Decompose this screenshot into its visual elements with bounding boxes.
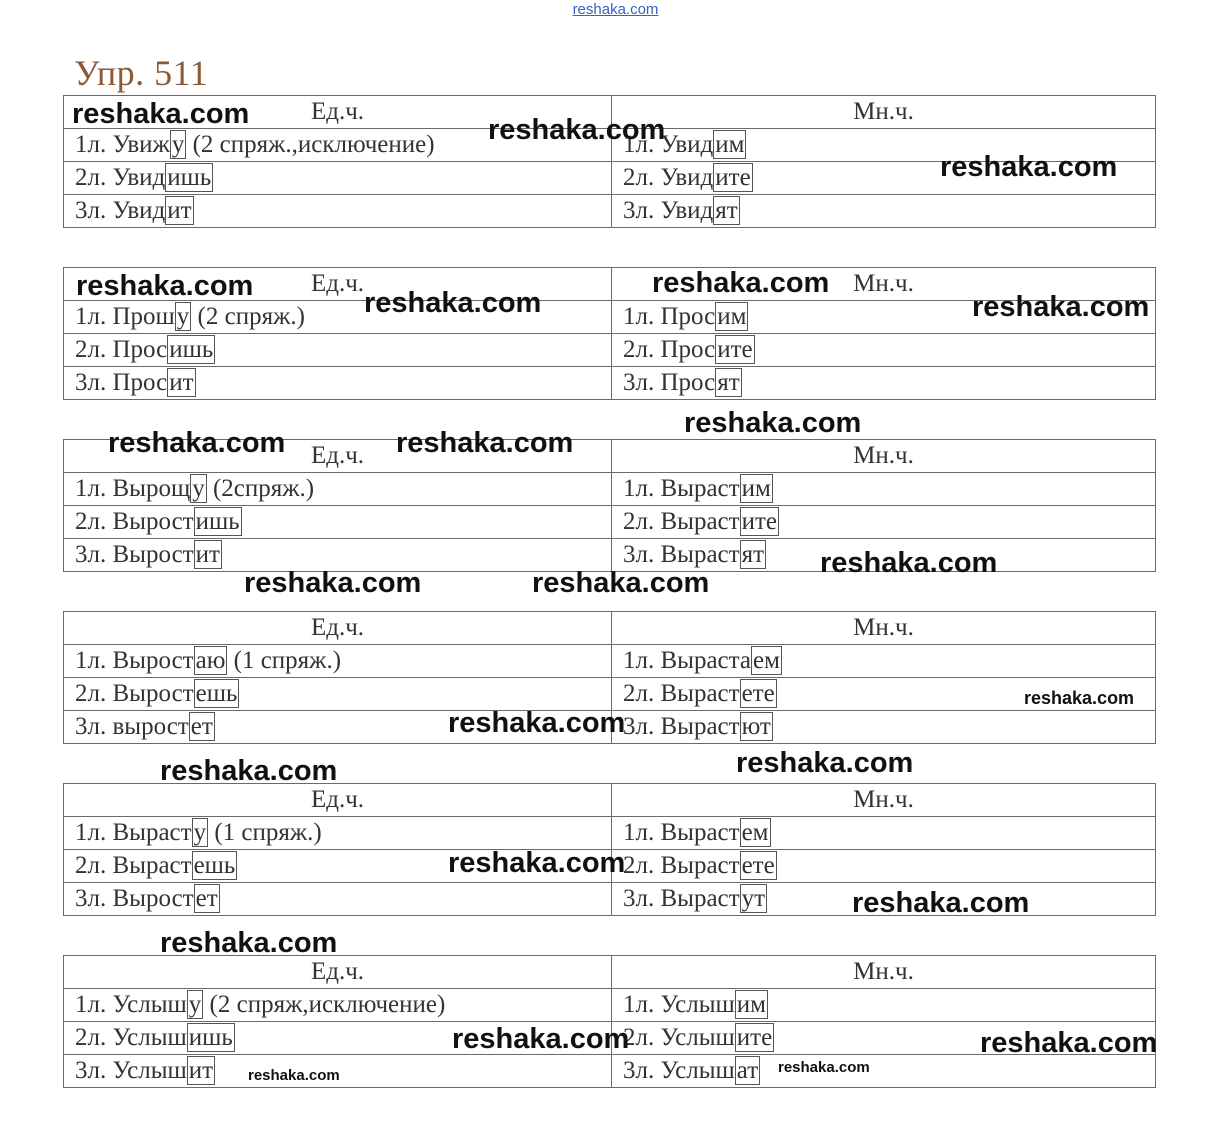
verb-stem: 1л. Прос — [623, 303, 716, 330]
verb-stem: 1л. Услыш — [623, 991, 735, 1018]
verb-stem: 1л. Выраст — [623, 475, 740, 502]
watermark-text: reshaka.com — [72, 98, 250, 130]
header-singular: Ед.ч. — [64, 268, 612, 301]
verb-stem: 3л. Прос — [623, 369, 716, 396]
ending-box: у — [188, 991, 202, 1018]
conjugation-note: (2спряж.) — [206, 475, 315, 502]
ending-box: ят — [715, 197, 738, 224]
ending-box: ем — [741, 819, 769, 846]
verb-form-cell — [64, 473, 612, 506]
watermark-text: reshaka.com — [778, 1059, 870, 1076]
ending-box: ешь — [195, 680, 238, 707]
watermark-text: reshaka.com — [972, 291, 1150, 323]
watermark-text: reshaka.com — [652, 267, 830, 299]
ending-box: ите — [717, 336, 753, 363]
watermark-text: reshaka.com — [852, 887, 1030, 919]
verb-stem: 2л. Вырост — [75, 680, 194, 707]
verb-form-cell — [612, 367, 1156, 400]
ending-box: аю — [195, 647, 226, 674]
table-row — [64, 334, 1156, 367]
ending-box: ит — [167, 197, 192, 224]
watermark-text: reshaka.com — [76, 270, 254, 302]
ending-box: им — [736, 991, 766, 1018]
site-link[interactable]: reshaka.com — [572, 1, 659, 18]
ending-box: ите — [715, 164, 751, 191]
verb-stem: 3л. Выраст — [623, 713, 740, 740]
ending-box: ите — [741, 508, 777, 535]
ending-box: у — [171, 131, 185, 158]
verb-stem: 1л. Прош — [75, 303, 175, 330]
watermark-text: reshaka.com — [532, 567, 710, 599]
verb-stem: 2л. Прос — [623, 336, 716, 363]
watermark-text: reshaka.com — [448, 707, 626, 739]
verb-stem: 3л. Услыш — [75, 1057, 187, 1084]
verb-stem: 1л. Услыш — [75, 991, 187, 1018]
ending-box: им — [717, 303, 747, 330]
header-singular: Ед.ч. — [64, 440, 612, 473]
table-row — [64, 473, 1156, 506]
verb-stem: 3л. Выраст — [623, 541, 740, 568]
ending-box: у — [193, 819, 207, 846]
ending-box: им — [741, 475, 771, 502]
table-row — [64, 367, 1156, 400]
table-row — [64, 1055, 1156, 1088]
ending-box: ешь — [193, 852, 236, 879]
ending-box: ят — [741, 541, 765, 568]
ending-box: ат — [736, 1057, 759, 1084]
verb-stem: 1л. Выраст — [623, 819, 740, 846]
header-singular: Ед.ч. — [64, 784, 612, 817]
table-row — [64, 817, 1156, 850]
header-plural: Мн.ч. — [612, 440, 1156, 473]
conjugation-note: (2 спряж.,исключение) — [186, 131, 435, 158]
verb-form-cell — [612, 817, 1156, 850]
ending-box: ят — [717, 369, 740, 396]
watermark-text: reshaka.com — [364, 287, 542, 319]
watermark-text: reshaka.com — [160, 927, 338, 959]
verb-form-cell — [612, 711, 1156, 744]
verb-stem: 3л. Увид — [623, 197, 714, 224]
ending-box: ет — [190, 713, 213, 740]
table-header-row — [64, 784, 1156, 817]
verb-form-cell — [64, 678, 612, 711]
table-header-row — [64, 956, 1156, 989]
verb-form-cell — [64, 367, 612, 400]
header-plural: Мн.ч. — [612, 612, 1156, 645]
verb-form-cell — [612, 195, 1156, 228]
verb-stem: 3л. Вырост — [75, 885, 194, 912]
ending-box: ит — [188, 1057, 214, 1084]
verb-stem: 1л. Выраста — [623, 647, 751, 674]
verb-stem: 3л. вырост — [75, 713, 189, 740]
watermark-text: reshaka.com — [980, 1027, 1158, 1059]
verb-form-cell — [64, 162, 612, 195]
verb-stem: 3л. Выраст — [623, 885, 740, 912]
watermark-text: reshaka.com — [108, 427, 286, 459]
verb-stem: 2л. Выраст — [623, 680, 740, 707]
watermark-text: reshaka.com — [160, 755, 338, 787]
watermark-text: reshaka.com — [488, 114, 666, 146]
ending-box: ит — [195, 541, 220, 568]
verb-form-cell — [64, 817, 612, 850]
conjugation-note: (1 спряж.) — [227, 647, 342, 674]
verb-form-cell — [64, 883, 612, 916]
watermark-text: reshaka.com — [448, 847, 626, 879]
header-plural: Мн.ч. — [612, 96, 1156, 129]
table-row — [64, 195, 1156, 228]
ending-box: у — [192, 475, 205, 502]
table-row — [64, 678, 1156, 711]
ending-box: ете — [741, 680, 775, 707]
verb-stem: 3л. Увид — [75, 197, 166, 224]
verb-stem: 3л. Вырост — [75, 541, 194, 568]
verb-form-cell — [612, 850, 1156, 883]
verb-form-cell — [64, 645, 612, 678]
header-singular: Ед.ч. — [64, 96, 612, 129]
verb-stem: 2л. Увид — [75, 164, 166, 191]
verb-stem: 2л. Увид — [623, 164, 714, 191]
table-header-row — [64, 612, 1156, 645]
verb-stem: 2л. Услыш — [75, 1024, 187, 1051]
verb-form-cell — [612, 506, 1156, 539]
ending-box: ют — [741, 713, 771, 740]
ending-box: ит — [169, 369, 194, 396]
table-row — [64, 989, 1156, 1022]
ending-box: ут — [741, 885, 766, 912]
verb-form-cell — [64, 334, 612, 367]
verb-stem: 1л. Увид — [623, 131, 714, 158]
verb-stem: 2л. Услыш — [623, 1024, 735, 1051]
verb-stem: 3л. Прос — [75, 369, 168, 396]
ending-box: у — [176, 303, 190, 330]
ending-box: ишь — [167, 164, 212, 191]
ending-box: ете — [741, 852, 775, 879]
watermark-text: reshaka.com — [940, 151, 1118, 183]
verb-stem: 2л. Прос — [75, 336, 168, 363]
verb-form-cell — [612, 334, 1156, 367]
watermark-text: reshaka.com — [684, 407, 862, 439]
ending-box: ем — [752, 647, 780, 674]
conjugation-note: (2 спряж,исключение) — [203, 991, 446, 1018]
conjugation-table — [63, 955, 1156, 1088]
verb-form-cell — [612, 1055, 1156, 1088]
watermark-text: reshaka.com — [396, 427, 574, 459]
ending-box: ите — [736, 1024, 773, 1051]
ending-box: им — [715, 131, 745, 158]
header-plural: Мн.ч. — [612, 956, 1156, 989]
table-row — [64, 645, 1156, 678]
ending-box: ишь — [188, 1024, 233, 1051]
watermark-text: reshaka.com — [736, 747, 914, 779]
table-row — [64, 506, 1156, 539]
verb-form-cell — [612, 473, 1156, 506]
header-singular: Ед.ч. — [64, 956, 612, 989]
verb-stem: 1л. Вырост — [75, 647, 194, 674]
watermark-text: reshaka.com — [820, 547, 998, 579]
watermark-text: reshaka.com — [452, 1023, 630, 1055]
conjugation-note: (1 спряж.) — [208, 819, 322, 846]
verb-form-cell — [64, 989, 612, 1022]
verb-stem: 2л. Вырост — [75, 508, 194, 535]
header-plural: Мн.ч. — [612, 784, 1156, 817]
exercise-title: Упр. 511 — [74, 53, 209, 93]
ending-box: ишь — [169, 336, 214, 363]
watermark-text: reshaka.com — [248, 1067, 340, 1084]
ending-box: ишь — [195, 508, 240, 535]
verb-stem: 1л. Увиж — [75, 131, 170, 158]
header-singular: Ед.ч. — [64, 612, 612, 645]
watermark-text: reshaka.com — [1024, 688, 1135, 708]
verb-form-cell — [612, 989, 1156, 1022]
conjugation-note: (2 спряж.) — [191, 303, 305, 330]
header-plural: Мн.ч. — [612, 268, 1156, 301]
verb-stem: 2л. Выраст — [75, 852, 192, 879]
verb-stem: 1л. Вырощ — [75, 475, 191, 502]
verb-form-cell — [64, 195, 612, 228]
ending-box: ет — [195, 885, 218, 912]
verb-stem: 3л. Услыш — [623, 1057, 735, 1084]
verb-stem: 2л. Выраст — [623, 852, 740, 879]
watermark-text: reshaka.com — [244, 567, 422, 599]
verb-stem: 2л. Выраст — [623, 508, 740, 535]
verb-form-cell — [612, 645, 1156, 678]
verb-form-cell — [64, 506, 612, 539]
verb-stem: 1л. Выраст — [75, 819, 192, 846]
